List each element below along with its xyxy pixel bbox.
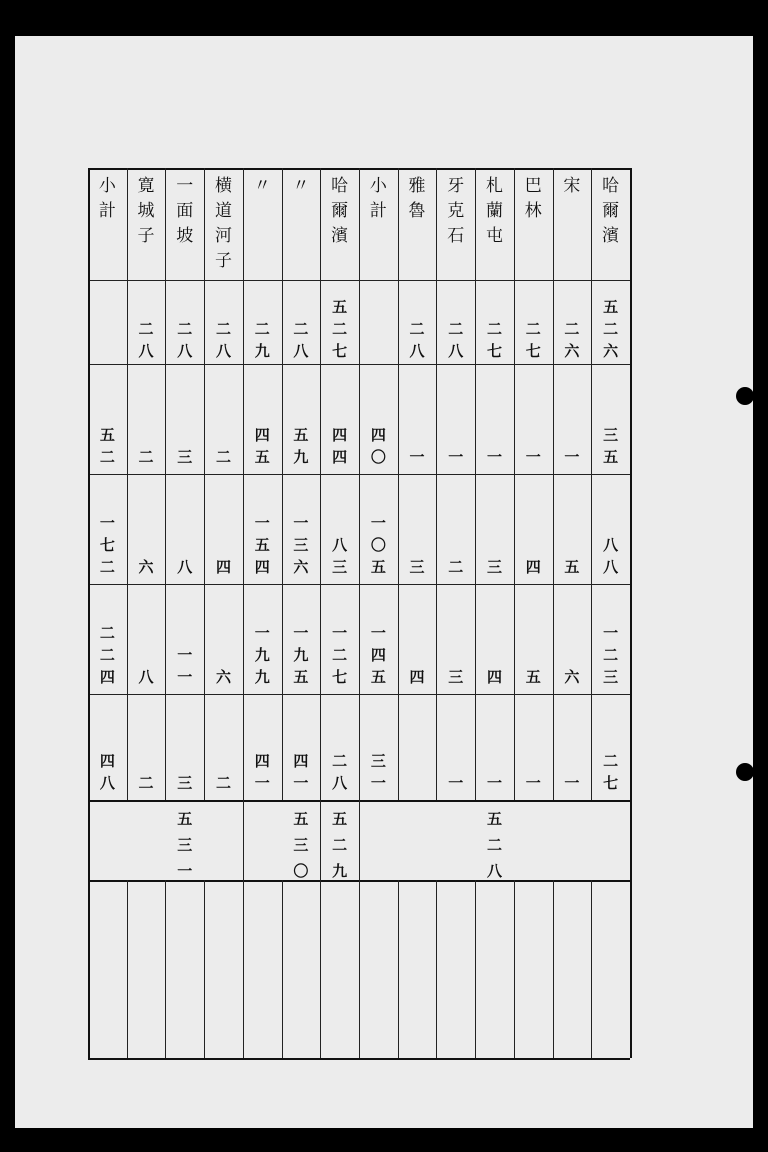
value-cell <box>204 366 243 468</box>
value-cell <box>553 586 592 688</box>
weight-cell <box>475 282 514 362</box>
value-cell <box>165 366 204 468</box>
column-header-char: 林 <box>524 201 542 221</box>
value-cell-char: 七 <box>603 774 619 792</box>
value-cell-char: 九 <box>293 448 309 466</box>
weight-cell-char: 二 <box>332 320 348 338</box>
value-cell-char: 九 <box>254 646 270 664</box>
value-cell <box>320 696 359 794</box>
column-header <box>282 174 321 278</box>
column-header-char: 蘭 <box>485 201 503 221</box>
column-header-char: 坡 <box>176 226 194 246</box>
value-cell <box>127 586 166 688</box>
value-cell-char: 二 <box>332 752 348 770</box>
summary-total-char: 九 <box>332 862 348 880</box>
value-cell <box>88 476 127 578</box>
weight-cell-char: 八 <box>215 342 231 360</box>
column-header-char: 寛 <box>137 176 155 196</box>
column-divider <box>514 880 515 1058</box>
value-cell <box>243 366 282 468</box>
value-cell-char: 三 <box>603 668 619 686</box>
value-cell-char: 五 <box>564 558 580 576</box>
summary-total-char: 五 <box>332 810 348 828</box>
value-cell <box>359 476 398 578</box>
value-cell-char: 一 <box>254 624 270 642</box>
value-cell <box>398 366 437 468</box>
value-cell <box>204 476 243 578</box>
weight-cell-char: 六 <box>603 342 619 360</box>
value-cell <box>514 476 553 578</box>
summary-total <box>320 806 359 884</box>
column-divider <box>398 880 399 1058</box>
weight-cell <box>282 282 321 362</box>
value-cell <box>165 696 204 794</box>
value-cell <box>127 366 166 468</box>
value-cell-char: 二 <box>603 752 619 770</box>
weight-cell <box>243 282 282 362</box>
value-cell <box>88 366 127 468</box>
value-cell <box>320 476 359 578</box>
weight-cell-char: 二 <box>215 320 231 338</box>
column-header-char: 一 <box>176 176 194 196</box>
summary-total-char: 〇 <box>293 862 309 880</box>
value-cell <box>398 696 437 794</box>
value-cell-char: 四 <box>99 668 115 686</box>
value-cell-char: 四 <box>99 752 115 770</box>
value-cell-char: 五 <box>525 668 541 686</box>
value-cell <box>243 696 282 794</box>
value-cell-char: 九 <box>293 646 309 664</box>
value-cell <box>320 366 359 468</box>
value-cell-char: 一 <box>448 448 464 466</box>
value-cell-char: 四 <box>486 668 502 686</box>
value-cell-char: 一 <box>370 514 386 532</box>
value-cell-char: 四 <box>254 752 270 770</box>
column-header-char: 〃 <box>292 176 310 196</box>
column-divider <box>436 880 437 1058</box>
summary-total-char: 五 <box>486 810 502 828</box>
weight-cell <box>398 282 437 362</box>
weight-cell-char: 七 <box>486 342 502 360</box>
column-header-char: 牙 <box>447 176 465 196</box>
value-cell-char: 一 <box>564 774 580 792</box>
value-cell-char: 四 <box>254 558 270 576</box>
value-cell-char: 三 <box>177 774 193 792</box>
column-header-char: 計 <box>369 201 387 221</box>
weight-cell-char: 八 <box>138 342 154 360</box>
value-cell-char: 三 <box>293 536 309 554</box>
column-header-char: 城 <box>137 201 155 221</box>
value-cell <box>591 586 630 688</box>
column-divider <box>127 880 128 1058</box>
value-cell <box>88 696 127 794</box>
column-header-char: 札 <box>485 176 503 196</box>
weight-cell-char: 九 <box>254 342 270 360</box>
weight-cell <box>553 282 592 362</box>
value-cell-char: 二 <box>138 448 154 466</box>
value-cell-char: 三 <box>603 426 619 444</box>
value-cell-char: 一 <box>293 624 309 642</box>
value-cell <box>282 586 321 688</box>
column-divider <box>282 880 283 1058</box>
value-cell <box>359 366 398 468</box>
value-cell-char: 四 <box>215 558 231 576</box>
column-header <box>127 174 166 278</box>
value-cell <box>127 476 166 578</box>
column-header-char: 爾 <box>331 201 349 221</box>
value-cell-char: 一 <box>486 448 502 466</box>
table-border-right <box>630 168 632 1058</box>
value-cell <box>553 696 592 794</box>
value-cell-char: 二 <box>448 558 464 576</box>
column-header-char: 雅 <box>408 176 426 196</box>
value-cell-char: 一 <box>603 624 619 642</box>
weight-cell <box>165 282 204 362</box>
weight-cell <box>127 282 166 362</box>
value-cell-char: 一 <box>564 448 580 466</box>
value-cell-char: 二 <box>215 448 231 466</box>
weight-cell <box>591 282 630 362</box>
value-cell-char: 四 <box>409 668 425 686</box>
value-cell-char: 一 <box>177 668 193 686</box>
value-cell-char: 二 <box>99 624 115 642</box>
value-cell-char: 五 <box>293 426 309 444</box>
value-cell-char: 一 <box>448 774 464 792</box>
column-header-char: 河 <box>214 226 232 246</box>
value-cell-char: 三 <box>370 752 386 770</box>
value-cell <box>398 476 437 578</box>
weight-cell-char: 二 <box>564 320 580 338</box>
value-cell <box>204 696 243 794</box>
value-cell-char: 六 <box>215 668 231 686</box>
value-cell-char: 八 <box>177 558 193 576</box>
value-cell <box>553 366 592 468</box>
column-header <box>243 174 282 278</box>
column-header-char: 巴 <box>524 176 542 196</box>
value-cell-char: 三 <box>448 668 464 686</box>
weight-cell-char: 六 <box>564 342 580 360</box>
summary-total <box>282 806 321 884</box>
value-cell-char: 四 <box>370 426 386 444</box>
value-cell <box>243 586 282 688</box>
weight-cell-char: 八 <box>409 342 425 360</box>
weight-cell-char: 二 <box>448 320 464 338</box>
weight-cell <box>320 282 359 362</box>
value-cell <box>282 696 321 794</box>
column-header-char: 宋 <box>563 176 581 196</box>
value-cell-char: 三 <box>486 558 502 576</box>
value-cell-char: 八 <box>138 668 154 686</box>
value-cell-char: 二 <box>99 448 115 466</box>
value-cell-char: 五 <box>99 426 115 444</box>
value-cell <box>359 586 398 688</box>
column-header <box>88 174 127 278</box>
weight-cell-char: 二 <box>254 320 270 338</box>
summary-total-char: 五 <box>177 810 193 828</box>
value-cell-char: 五 <box>370 558 386 576</box>
column-header-char: 道 <box>214 201 232 221</box>
column-header-char: 子 <box>137 226 155 246</box>
value-cell-char: 一 <box>370 624 386 642</box>
value-cell-char: 八 <box>99 774 115 792</box>
value-cell <box>204 586 243 688</box>
weight-cell-char: 二 <box>177 320 193 338</box>
column-divider <box>204 880 205 1058</box>
value-cell-char: 四 <box>332 448 348 466</box>
weight-cell <box>204 282 243 362</box>
binder-hole <box>736 763 754 781</box>
value-cell-char: 五 <box>603 448 619 466</box>
value-cell-char: 一 <box>525 774 541 792</box>
column-header-char: 爾 <box>602 201 620 221</box>
column-header-char: 克 <box>447 201 465 221</box>
value-cell-char: 二 <box>332 646 348 664</box>
value-cell-char: 八 <box>603 558 619 576</box>
weight-cell <box>436 282 475 362</box>
summary-total-char: 二 <box>486 836 502 854</box>
column-header <box>204 174 243 278</box>
summary-total-char: 八 <box>486 862 502 880</box>
summary-total-char: 五 <box>293 810 309 828</box>
column-header <box>514 174 553 278</box>
column-divider <box>553 880 554 1058</box>
value-cell-char: 一 <box>293 514 309 532</box>
weight-cell-char: 八 <box>293 342 309 360</box>
value-cell-char: 四 <box>525 558 541 576</box>
column-header <box>359 174 398 278</box>
summary-total <box>475 806 514 884</box>
value-cell-char: 四 <box>293 752 309 770</box>
value-cell-char: 五 <box>370 668 386 686</box>
column-header-char: 〃 <box>253 176 271 196</box>
column-header-char: 小 <box>369 176 387 196</box>
value-cell <box>88 586 127 688</box>
column-header <box>591 174 630 278</box>
value-cell <box>475 696 514 794</box>
weight-cell-char: 二 <box>603 320 619 338</box>
weight-cell-char: 二 <box>138 320 154 338</box>
weight-cell-char: 二 <box>409 320 425 338</box>
value-cell-char: 一 <box>370 774 386 792</box>
value-cell-char: 二 <box>138 774 154 792</box>
value-cell <box>514 586 553 688</box>
value-cell-char: 八 <box>332 536 348 554</box>
column-header-char: 小 <box>98 176 116 196</box>
value-cell-char: 四 <box>332 426 348 444</box>
column-divider <box>165 880 166 1058</box>
value-cell-char: 一 <box>332 624 348 642</box>
column-header <box>398 174 437 278</box>
value-cell-char: 一 <box>177 646 193 664</box>
value-cell-char: 二 <box>99 558 115 576</box>
column-header <box>320 174 359 278</box>
summary-total-char: 三 <box>177 836 193 854</box>
column-header <box>165 174 204 278</box>
weight-cell-char: 二 <box>486 320 502 338</box>
value-cell <box>127 696 166 794</box>
weight-cell-char: 七 <box>525 342 541 360</box>
value-cell-char: 一 <box>525 448 541 466</box>
column-header-char: 横 <box>214 176 232 196</box>
column-header-char: 濱 <box>602 226 620 246</box>
value-cell-char: 三 <box>409 558 425 576</box>
value-cell <box>243 476 282 578</box>
value-cell-char: 一 <box>293 774 309 792</box>
weight-cell-char: 八 <box>177 342 193 360</box>
value-cell <box>436 366 475 468</box>
statistics-table <box>88 168 630 1058</box>
table-border-bottom <box>88 1058 630 1060</box>
column-divider <box>475 880 476 1058</box>
binder-hole <box>736 387 754 405</box>
column-header-char: 石 <box>447 226 465 246</box>
value-cell-char: 二 <box>99 646 115 664</box>
value-cell-char: 九 <box>254 668 270 686</box>
value-cell-char: 五 <box>254 448 270 466</box>
summary-total <box>165 806 204 884</box>
weight-cell-char: 八 <box>448 342 464 360</box>
column-header-char: 哈 <box>602 176 620 196</box>
value-cell-char: 六 <box>293 558 309 576</box>
value-cell-char: 六 <box>138 558 154 576</box>
value-cell <box>591 696 630 794</box>
value-cell-char: 七 <box>99 536 115 554</box>
value-cell <box>165 476 204 578</box>
column-header-char: 子 <box>214 251 232 271</box>
value-cell-char: 六 <box>564 668 580 686</box>
column-header-char: 魯 <box>408 201 426 221</box>
weight-cell-char: 二 <box>525 320 541 338</box>
column-divider <box>591 880 592 1058</box>
weight-cell <box>514 282 553 362</box>
summary-total-char: 三 <box>293 836 309 854</box>
column-header-char: 哈 <box>331 176 349 196</box>
weight-cell-char: 二 <box>293 320 309 338</box>
value-cell-char: 一 <box>254 774 270 792</box>
value-cell <box>514 696 553 794</box>
value-cell-char: 三 <box>332 558 348 576</box>
value-cell <box>436 476 475 578</box>
column-header-char: 計 <box>98 201 116 221</box>
value-cell-char: 二 <box>603 646 619 664</box>
value-cell <box>475 476 514 578</box>
summary-total-char: 二 <box>332 836 348 854</box>
value-cell <box>553 476 592 578</box>
column-header-char: 面 <box>176 201 194 221</box>
value-cell-char: 〇 <box>370 536 386 554</box>
value-cell <box>436 586 475 688</box>
value-cell-char: 四 <box>254 426 270 444</box>
column-header <box>553 174 592 278</box>
value-cell-char: 〇 <box>370 448 386 466</box>
weight-cell-char: 七 <box>332 342 348 360</box>
value-cell-char: 五 <box>254 536 270 554</box>
value-cell-char: 五 <box>293 668 309 686</box>
value-cell <box>282 366 321 468</box>
value-cell-char: 二 <box>215 774 231 792</box>
value-cell-char: 一 <box>254 514 270 532</box>
column-header-char: 濱 <box>331 226 349 246</box>
value-cell <box>436 696 475 794</box>
value-cell <box>475 366 514 468</box>
value-cell <box>320 586 359 688</box>
value-cell-char: 一 <box>486 774 502 792</box>
summary-total-char: 一 <box>177 862 193 880</box>
value-cell-char: 八 <box>603 536 619 554</box>
column-header <box>475 174 514 278</box>
value-cell <box>514 366 553 468</box>
value-cell-char: 四 <box>370 646 386 664</box>
value-cell <box>282 476 321 578</box>
weight-cell <box>359 282 398 362</box>
value-cell <box>398 586 437 688</box>
column-header-char: 屯 <box>485 226 503 246</box>
value-cell-char: 七 <box>332 668 348 686</box>
value-cell <box>591 476 630 578</box>
value-cell <box>359 696 398 794</box>
column-header <box>436 174 475 278</box>
value-cell <box>591 366 630 468</box>
value-cell-char: 八 <box>332 774 348 792</box>
weight-cell-char: 五 <box>332 298 348 316</box>
value-cell-char: 三 <box>177 448 193 466</box>
value-cell-char: 一 <box>409 448 425 466</box>
value-cell-char: 一 <box>99 514 115 532</box>
weight-cell <box>88 282 127 362</box>
value-cell <box>475 586 514 688</box>
weight-cell-char: 五 <box>603 298 619 316</box>
value-cell <box>165 586 204 688</box>
